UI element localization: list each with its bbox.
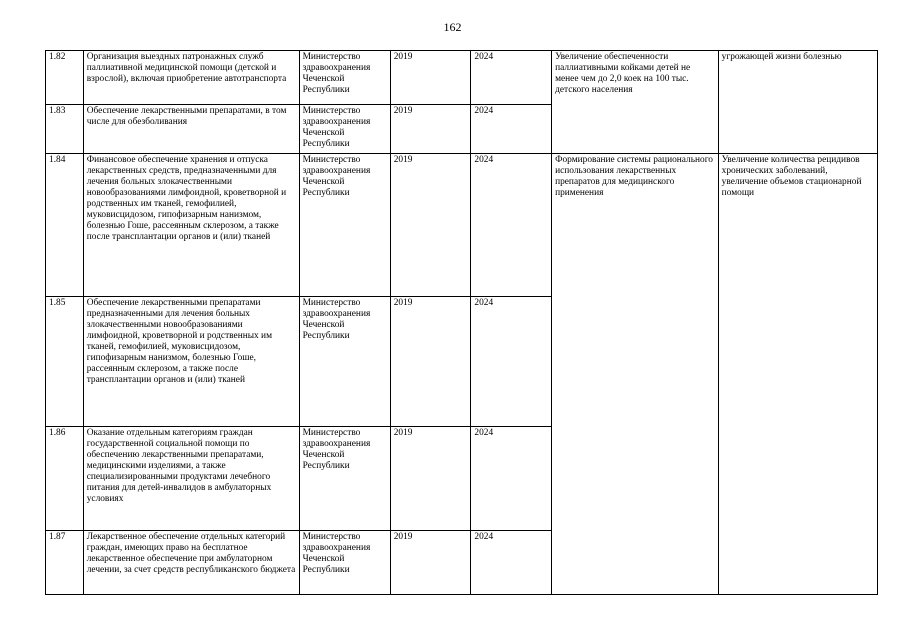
row-number: 1.84: [46, 154, 84, 297]
executor: Министерство здравоохранения Чеченской Республики: [299, 51, 390, 105]
executor: Министерство здравоохранения Чеченской Республики: [299, 427, 390, 531]
start-year: 2019: [390, 427, 471, 531]
measure-name: Обеспечение лекарственными препаратами предназначенными для лечения больных злокачественными новообразованиями лимфоидной, кроветворной и родственных им тканей, гемофилией, муковисцидозом, гипофизарным нанизмом, болезнью Гоше, рассеянным склерозом, а также после трансплантации органов и (или) тканей: [83, 297, 299, 427]
measure-name: Обеспечение лекарственными препаратами, в том числе для обезболивания: [83, 105, 299, 154]
row-number: 1.87: [46, 531, 84, 595]
start-year: 2019: [390, 531, 471, 595]
measure-name: Лекарственное обеспечение отдельных категорий граждан, имеющих право на бесплатное лекарственное обеспечение при амбулаторном лечении, за счет средств республиканского бюджета: [83, 531, 299, 595]
measures-table: [45, 50, 878, 595]
start-year: 2019: [390, 105, 471, 154]
executor: Министерство здравоохранения Чеченской Республики: [299, 297, 390, 427]
page-number: 162: [443, 20, 462, 34]
end-year: 2024: [471, 531, 552, 595]
start-year: 2019: [390, 297, 471, 427]
end-year: 2024: [471, 51, 552, 105]
row-number: 1.86: [46, 427, 84, 531]
start-year: 2019: [390, 51, 471, 105]
row-number: 1.83: [46, 105, 84, 154]
end-year: 2024: [471, 427, 552, 531]
table-row: [46, 51, 878, 105]
executor: Министерство здравоохранения Чеченской Республики: [299, 531, 390, 595]
measure-name: Финансовое обеспечение хранения и отпуска лекарственных средств, предназначенными для лечения больных злокачественными новообразованиями лимфоидной, кроветворной и родственных им тканей, гемофилией, муковисцидозом, гипофизарным нанизмом, болезнью Гоше, рассеянным склерозом, а также после трансплантации органов и (или) тканей: [83, 154, 299, 297]
expected-result: Формирование системы рационального использования лекарственных препаратов для медицинского применения: [552, 154, 719, 595]
measure-name: Организация выездных патронажных служб паллиативной медицинской помощи (детской и взрослой), включая приобретение автотранспорта: [83, 51, 299, 105]
executor: Министерство здравоохранения Чеченской Республики: [299, 154, 390, 297]
end-year: 2024: [471, 297, 552, 427]
row-number: 1.82: [46, 51, 84, 105]
start-year: 2019: [390, 154, 471, 297]
end-year: 2024: [471, 105, 552, 154]
end-year: 2024: [471, 154, 552, 297]
executor: Министерство здравоохранения Чеченской Республики: [299, 105, 390, 154]
row-number: 1.85: [46, 297, 84, 427]
consequence-cell: угрожающей жизни болезнью: [718, 51, 877, 154]
consequence-cell: Увеличение количества рецидивов хронических заболеваний, увеличение объемов стационарной помощи: [718, 154, 877, 595]
table-row: [46, 154, 878, 297]
expected-result: Увеличение обеспеченности паллиативными койками детей не менее чем до 2,0 коек на 100 тыс. детского населения: [552, 51, 719, 154]
measure-name: Оказание отдельным категориям граждан государственной социальной помощи по обеспечению лекарственными препаратами, медицинскими изделиями, а также специализированными продуктами лечебного питания для детей-инвалидов в амбулаторных условиях: [83, 427, 299, 531]
